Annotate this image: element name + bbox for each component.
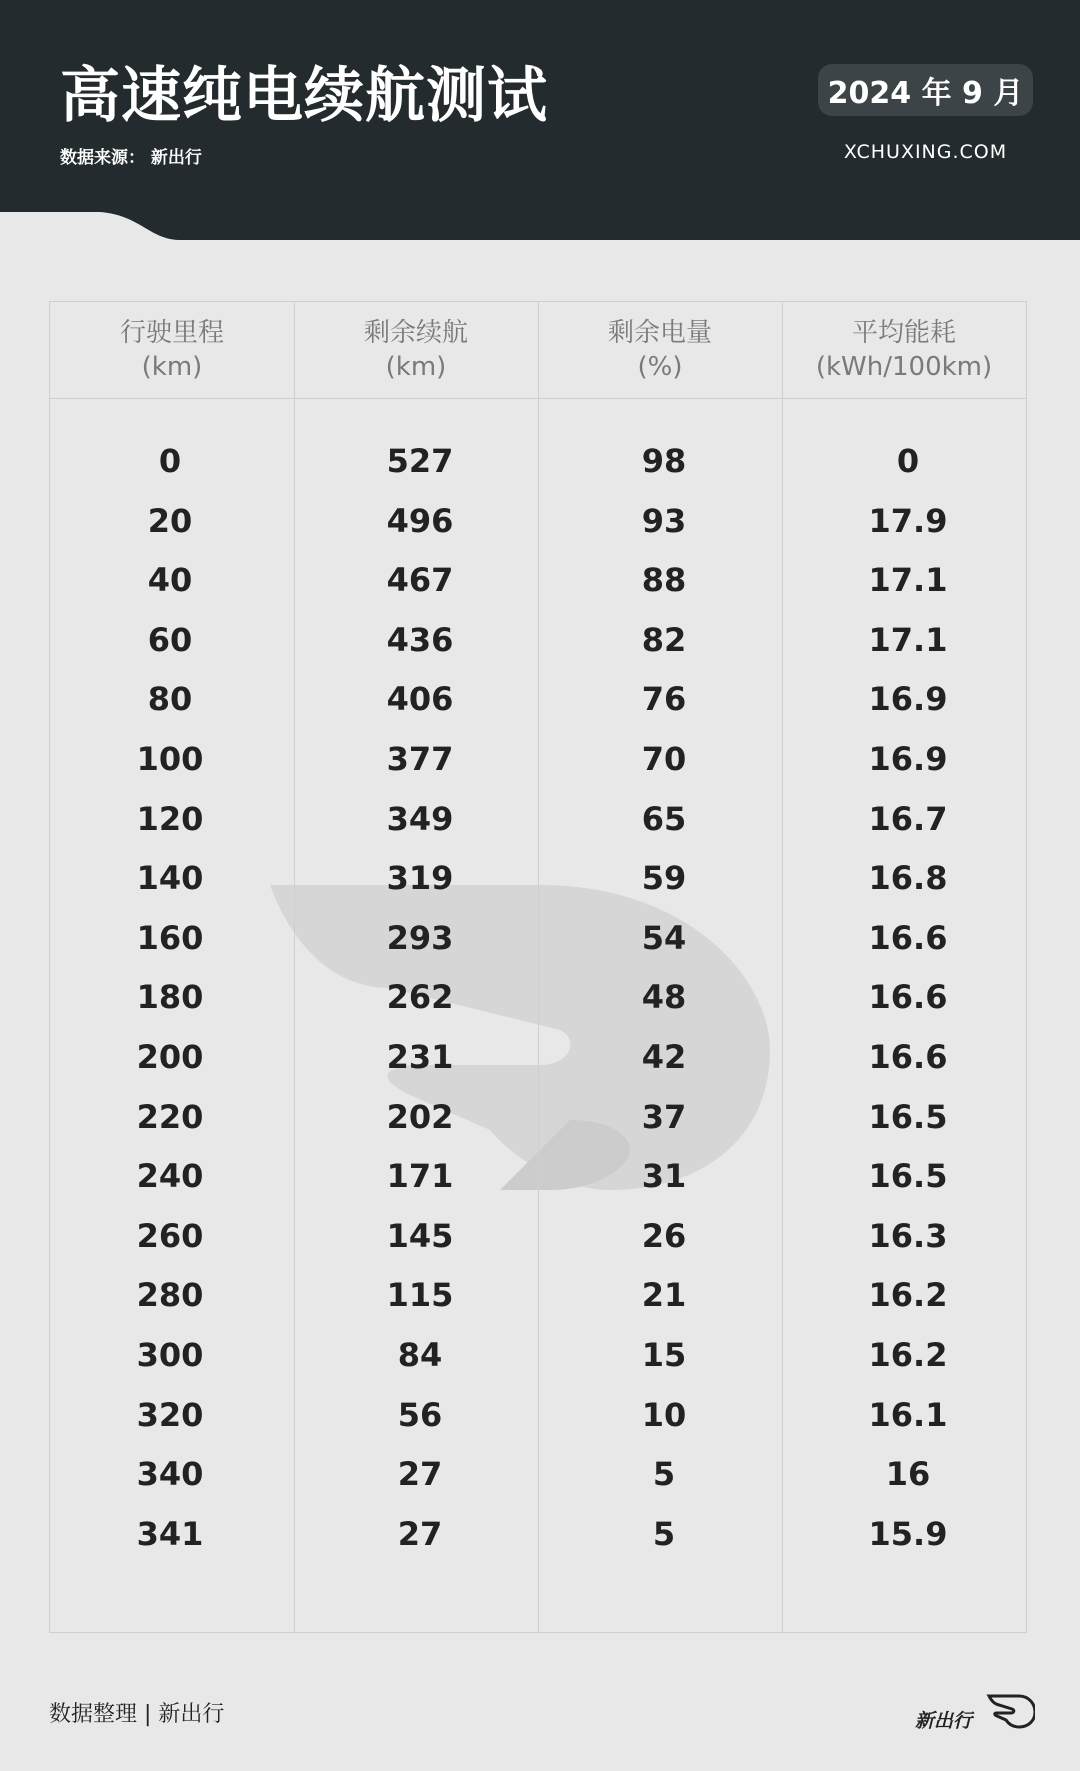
table-cell: 54 <box>641 918 687 957</box>
table-cell: 349 <box>386 799 454 838</box>
column-header-name: 剩余续航 <box>363 318 468 348</box>
table-cell: 180 <box>136 978 204 1017</box>
table-cell: 341 <box>136 1514 204 1553</box>
table-cell: 260 <box>136 1216 204 1255</box>
column-header-unit: (%) <box>637 352 683 382</box>
table-cell: 16.5 <box>868 1157 948 1196</box>
column-header-unit: (km) <box>141 352 203 382</box>
column-header <box>538 316 782 384</box>
table-cell: 527 <box>386 442 454 480</box>
site-link[interactable]: XCHUXING.COM <box>843 141 1008 163</box>
table-cell: 10 <box>641 1395 687 1434</box>
table-cell: 37 <box>641 1097 687 1136</box>
table-cell: 0 <box>158 442 182 480</box>
table-cell: 300 <box>136 1336 204 1374</box>
table-cell: 496 <box>386 501 454 540</box>
table-cell: 27 <box>397 1514 443 1553</box>
table-cell: 16.8 <box>868 859 948 898</box>
table-cell: 16 <box>885 1455 931 1494</box>
table-cell: 60 <box>147 620 193 659</box>
table-cell: 16.9 <box>868 680 948 719</box>
table-cell: 140 <box>136 859 204 898</box>
table-cell: 17.9 <box>868 501 948 540</box>
table-cell: 231 <box>386 1038 454 1076</box>
table-cell: 115 <box>386 1276 454 1315</box>
table-cell: 100 <box>136 740 204 778</box>
column-header <box>50 316 294 384</box>
table-cell: 16.6 <box>868 918 948 957</box>
data-source: 数据来源： 新出行 <box>60 148 202 168</box>
table-cell: 293 <box>386 918 454 957</box>
footer-credit: 数据整理 | 新出行 <box>49 1702 225 1727</box>
table-cell: 31 <box>641 1157 687 1196</box>
table-cell: 145 <box>386 1216 454 1255</box>
table-cell: 160 <box>136 918 204 957</box>
table-cell: 17.1 <box>868 620 948 659</box>
table-cell: 84 <box>397 1336 443 1374</box>
table-cell: 26 <box>641 1216 687 1255</box>
table-cell: 65 <box>641 799 687 838</box>
table-cell: 88 <box>641 561 687 600</box>
table-cell: 262 <box>386 978 454 1017</box>
table-cell: 202 <box>386 1097 454 1136</box>
table-cell: 16.5 <box>868 1097 948 1136</box>
table-cell: 280 <box>136 1276 204 1315</box>
column-header-name: 平均能耗 <box>851 318 956 348</box>
table-cell: 171 <box>386 1157 454 1196</box>
table-cell: 82 <box>641 620 687 659</box>
page-title: 高速纯电续航测试 <box>60 61 548 131</box>
column-header-unit: (kWh/100km) <box>815 352 993 382</box>
table-cell: 42 <box>641 1038 687 1076</box>
table-cell: 16.6 <box>868 1038 948 1076</box>
table-cell: 406 <box>386 680 454 719</box>
table-cell: 15.9 <box>868 1514 948 1553</box>
data-table <box>49 301 1027 1633</box>
table-cell: 15 <box>641 1336 687 1374</box>
table-cell: 377 <box>386 740 454 778</box>
column-header-name: 剩余电量 <box>607 318 712 348</box>
table-cell: 20 <box>147 501 193 540</box>
table-cell: 0 <box>896 442 920 480</box>
table-cell: 80 <box>147 680 193 719</box>
date-label: 2024 年 9 月 <box>827 76 1024 111</box>
table-cell: 340 <box>136 1455 204 1494</box>
table-cell: 220 <box>136 1097 204 1136</box>
table-cell: 59 <box>641 859 687 898</box>
table-cell: 76 <box>641 680 687 719</box>
table-cell: 70 <box>641 740 687 778</box>
table-cell: 16.1 <box>868 1395 948 1434</box>
table-cell: 21 <box>641 1276 687 1315</box>
table-cell: 120 <box>136 799 204 838</box>
date-badge <box>818 64 1033 116</box>
table-cell: 5 <box>652 1455 676 1494</box>
table-cell: 467 <box>386 561 454 600</box>
header <box>0 0 1080 240</box>
table-cell: 16.2 <box>868 1336 948 1374</box>
table-cell: 16.2 <box>868 1276 948 1315</box>
brand-logo-text: 新出行 <box>915 1710 973 1732</box>
table-cell: 5 <box>652 1514 676 1553</box>
table-cell: 16.3 <box>868 1216 948 1255</box>
table-cell: 48 <box>641 978 687 1017</box>
table-cell: 16.6 <box>868 978 948 1017</box>
table-cell: 40 <box>147 561 193 600</box>
column-header <box>782 316 1026 384</box>
table-cell: 320 <box>136 1395 204 1434</box>
table-cell: 27 <box>397 1455 443 1494</box>
header-divider <box>50 398 1026 399</box>
table-cell: 436 <box>386 620 454 659</box>
column-header-name: 行驶里程 <box>119 318 224 348</box>
table-cell: 56 <box>397 1395 443 1434</box>
table-cell: 98 <box>641 442 687 480</box>
table-cell: 16.9 <box>868 740 948 778</box>
table-cell: 319 <box>386 859 454 898</box>
column-divider <box>294 302 295 1632</box>
table-cell: 200 <box>136 1038 204 1076</box>
table-cell: 16.7 <box>868 799 948 838</box>
table-cell: 17.1 <box>868 561 948 600</box>
column-header-unit: (km) <box>385 352 447 382</box>
table-cell: 240 <box>136 1157 204 1196</box>
table-cell: 93 <box>641 501 687 540</box>
column-header <box>294 316 538 384</box>
